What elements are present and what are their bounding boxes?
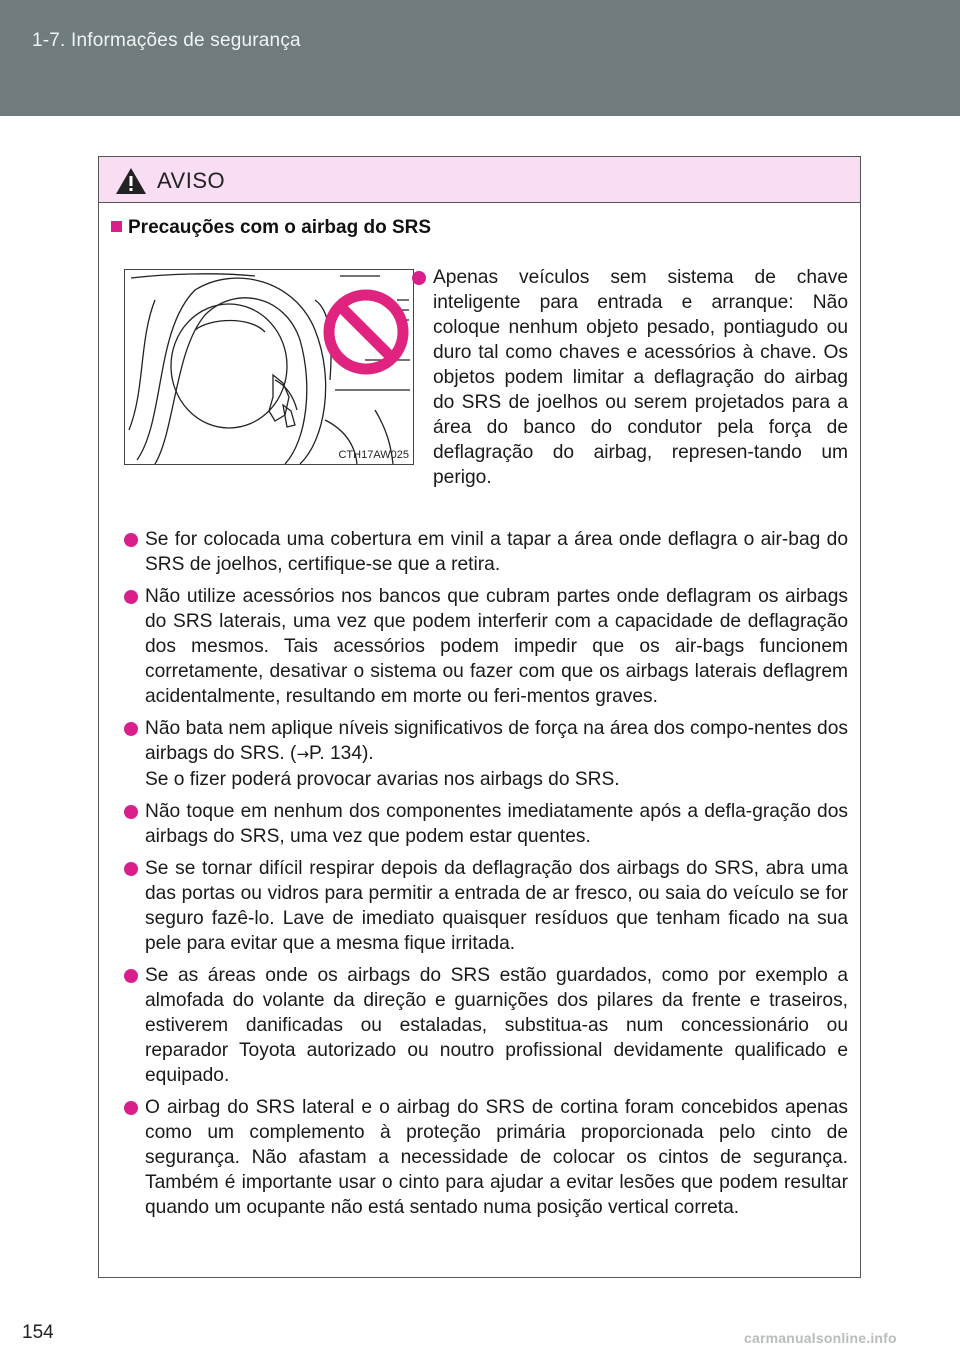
list-item-text: Se for colocada uma cobertura em vinil a tapar a área onde deflagra o air-bag do SRS de joelhos, certifique-se que a retira. (145, 529, 848, 575)
bullet-icon (412, 271, 426, 285)
warning-triangle-icon (115, 167, 147, 195)
watermark: carmanualsonline.info (744, 1330, 897, 1346)
list-item (123, 527, 848, 577)
list-item (123, 799, 848, 849)
list-item-text-end: Se o fizer poderá provocar avarias nos airbags do SRS. (145, 769, 620, 790)
page-reference-link[interactable]: P. 134). (309, 743, 374, 764)
warning-list (123, 527, 848, 1227)
list-item (123, 716, 848, 792)
bullet-icon (124, 805, 138, 819)
warning-header (99, 157, 860, 203)
list-item (123, 856, 848, 956)
subsection-title (111, 217, 431, 239)
list-item-text: Não toque em nenhum dos componentes imediatamente após a defla-gração dos airbags do SRS, uma vez que podem estar quentes. (145, 801, 848, 847)
list-item-text: Se as áreas onde os airbags do SRS estão guardados, como por exemplo a almofada do volante da direção e guarnições dos pilares da frente e traseiros, estiverem danificadas ou estaladas, substitua-as num concessionário ou reparador Toyota autorizado ou noutro profissional devidamente qualificado e equipado. (145, 965, 848, 1086)
steering-wheel-drawing (125, 270, 413, 464)
list-item-text-start: Não bata nem aplique níveis significativos de força na área dos compo-nentes dos airbags do SRS. ( (145, 718, 848, 764)
steering-wheel-illustration (124, 269, 414, 465)
figure-code: CTH17AW025 (338, 449, 409, 461)
list-item (123, 584, 848, 709)
bullet-icon (124, 533, 138, 547)
list-item-text: Se se tornar difícil respirar depois da deflagração dos airbags do SRS, abra uma das portas ou vidros para permitir a entrada de ar fresco, ou saia do veículo se for seguro fazê-lo. Lave de imediato quaisquer resíduos que tenham ficado na sua pele para evitar que a mesma fique irritada. (145, 858, 848, 954)
warning-label: AVISO (157, 168, 226, 193)
header-band (0, 0, 960, 116)
page-number: 154 (22, 1322, 54, 1343)
square-bullet-icon (111, 221, 122, 232)
bullet-icon (124, 969, 138, 983)
arrow-right-icon: → (296, 745, 310, 763)
section-title: 1-7. Informações de segurança (32, 30, 301, 51)
list-item-text: Não utilize acessórios nos bancos que cubram partes onde deflagram os airbags do SRS laterais, uma vez que podem interferir com a capacidade de deflagração dos mesmos. Tais acessórios podem impedir que os air-bags funcionem corretamente, desativar o sistema ou fazer com que os airbags laterais deflagrem acidentalmente, resultando em morte ou feri-mentos graves. (145, 586, 848, 707)
prohibition-icon (329, 295, 403, 369)
list-item (433, 265, 848, 490)
bullet-icon (124, 590, 138, 604)
subsection-title-text: Precauções com o airbag do SRS (128, 217, 432, 238)
list-item (123, 1095, 848, 1220)
warning-box (98, 156, 861, 1278)
bullet-icon (124, 722, 138, 736)
list-item-text: O airbag do SRS lateral e o airbag do SRS de cortina foram concebidos apenas como um complemento à proteção primária proporcionada pelo cinto de segurança. Não afastam a necessidade de colocar os cintos de segurança. Também é importante usar o cinto para ajudar a evitar lesões que podem resultar quando um ocupante não está sentado numa posição vertical correta. (145, 1097, 848, 1218)
bullet-icon (124, 862, 138, 876)
list-item (123, 963, 848, 1088)
list-item-text: Apenas veículos sem sistema de chave inteligente para entrada e arranque: Não coloque nenhum objeto pesado, pontiagudo ou duro tal como chaves e acessórios à chave. Os objetos podem limitar a deflagração do airbag do SRS de joelhos ou serem projetados para a área do banco do condutor pela força de deflagração do airbag, represen-tando um perigo. (433, 267, 848, 488)
list-item-text (145, 716, 848, 792)
bullet-icon (124, 1101, 138, 1115)
